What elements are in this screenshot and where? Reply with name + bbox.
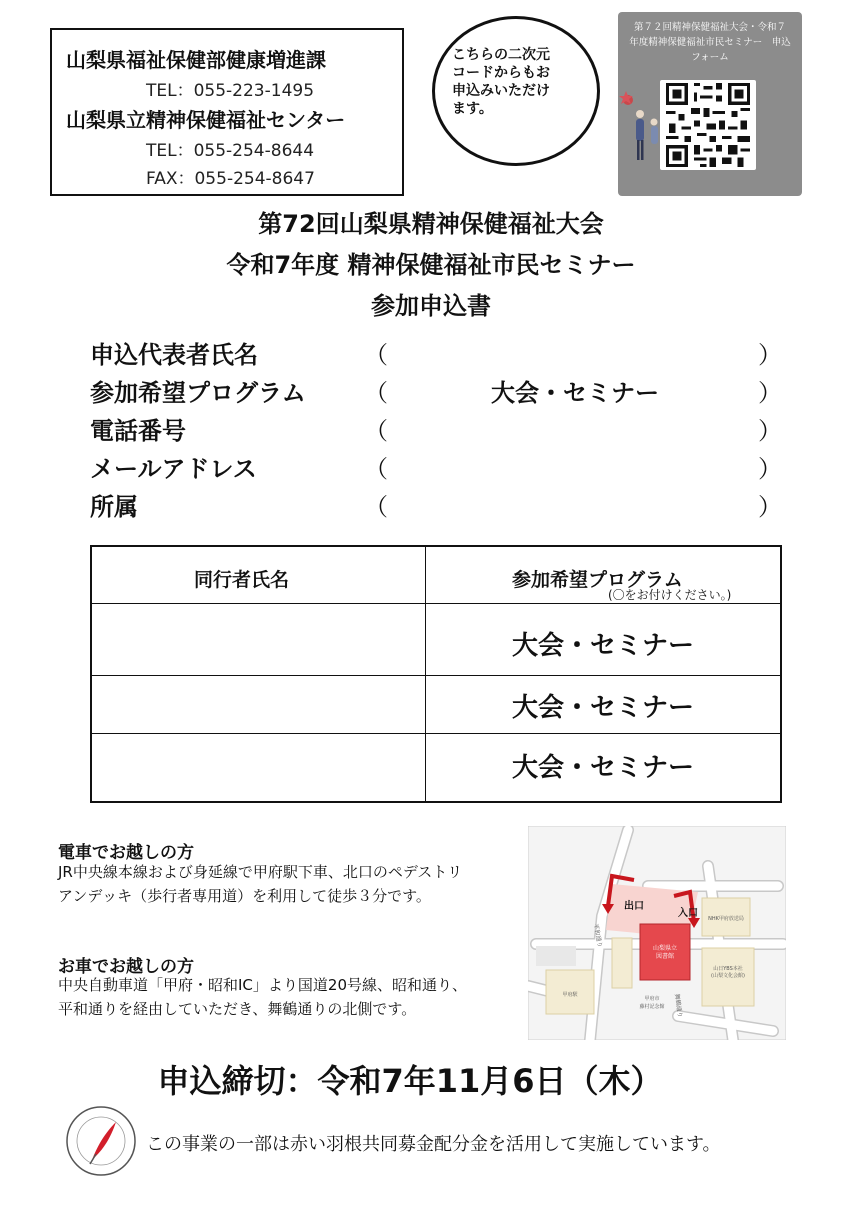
map-venue-label-2: 図書館	[655, 953, 675, 960]
close-paren: ）	[758, 379, 782, 407]
companion-table	[90, 545, 782, 803]
access-car-line: 中央自動車道「甲府・昭和IC」より国道20号線、昭和通り、	[58, 976, 467, 994]
title-seminar: 令和7年度 精神保健福祉市民セミナー	[226, 251, 636, 279]
bubble-line: こちらの二次元	[452, 47, 550, 63]
map-exit-label: 出口	[624, 901, 644, 912]
companion-name-cell[interactable]	[92, 734, 425, 801]
field-label-representative-name: 申込代表者氏名	[90, 341, 258, 369]
title-conference: 第72回山梨県精神保健福祉大会	[258, 210, 604, 238]
close-paren: ）	[758, 493, 782, 521]
access-train-text	[58, 860, 528, 908]
bubble-line: ます。	[452, 101, 493, 117]
close-paren: ）	[758, 417, 782, 445]
header-note: (〇をお付けください。)	[608, 588, 732, 602]
map-entrance-label: 入口	[678, 908, 698, 919]
speech-bubble-text	[452, 46, 592, 118]
field-label-program: 参加希望プログラム	[90, 379, 306, 407]
companion-program-cell[interactable]: 大会・セミナー	[511, 753, 694, 783]
map-building-label: (山梨文化会館)	[711, 973, 745, 979]
companion-program-cell[interactable]: 大会・セミナー	[511, 631, 694, 661]
access-car-title: お車でお越しの方	[58, 957, 194, 977]
contact-box	[50, 28, 404, 196]
title-application-form: 参加申込書	[371, 292, 491, 320]
bubble-line: コードからもお	[452, 65, 550, 81]
close-paren: ）	[758, 455, 782, 483]
bubble-line: 申込みいただけ	[452, 83, 550, 99]
map-road-label-east: 舞鶴通り	[673, 993, 684, 1019]
header-companion-name: 同行者氏名	[194, 569, 290, 591]
close-paren: ）	[758, 341, 782, 369]
qr-caption-line: 第７２回精神保健福祉大会・令和７	[633, 22, 786, 33]
map-building-label: 山日YBS本社	[713, 966, 743, 972]
open-paren: （	[364, 417, 388, 445]
companion-name-cell[interactable]	[92, 676, 425, 733]
people-illustration-icon	[618, 82, 662, 178]
field-label-affiliation: 所属	[90, 493, 138, 521]
map-building-label: 甲府駅	[562, 992, 578, 998]
qr-code-icon[interactable]	[660, 80, 756, 170]
red-feather-emblem-icon	[64, 1104, 138, 1178]
open-paren: （	[364, 379, 388, 407]
header-program: 参加希望プログラム	[512, 569, 683, 591]
access-train-title: 電車でお越しの方	[58, 843, 194, 863]
field-label-email: メールアドレス	[90, 455, 257, 483]
qr-caption-line: フォーム	[691, 52, 729, 63]
access-car-text	[58, 973, 528, 1021]
map-building-label: 藤村記念館	[639, 1004, 665, 1010]
program-choice-field[interactable]: 大会・セミナー	[491, 379, 659, 407]
contact-org-mental-health-center: 山梨県立精神保健福祉センター	[66, 108, 346, 132]
open-paren: （	[364, 455, 388, 483]
companion-program-cell[interactable]: 大会・セミナー	[511, 693, 694, 723]
qr-caption-line: 年度精神保健福祉市民セミナー 申込	[629, 37, 791, 48]
contact-tel-2: TEL：055-254-8644	[146, 141, 315, 161]
open-paren: （	[364, 341, 388, 369]
access-car-line: 平和通りを経由していただき、舞鶴通りの北側です。	[58, 1000, 417, 1018]
map-building-label: 甲府市	[644, 996, 660, 1002]
map-building-label: NHK甲府放送局	[708, 916, 744, 922]
venue-library-block	[640, 924, 690, 980]
contact-fax: FAX：055-254-8647	[146, 169, 315, 189]
qr-caption	[624, 20, 796, 65]
contact-tel-1: TEL：055-223-1495	[146, 81, 315, 101]
deadline: 申込締切：令和7年11月6日（木）	[157, 1062, 663, 1100]
contact-org-health-promotion: 山梨県福祉保健部健康増進課	[66, 48, 326, 72]
access-train-line: アンデッキ（歩行者専用道）を利用して徒歩３分です。	[58, 887, 431, 905]
map-road-label-west: 平和通り	[592, 923, 604, 948]
field-label-phone: 電話番号	[90, 417, 186, 445]
access-map	[528, 826, 786, 1040]
footer-funding-note: この事業の一部は赤い羽根共同募金配分金を活用して実施しています。	[146, 1134, 721, 1155]
map-venue-label-1: 山梨県立	[652, 945, 678, 952]
access-train-line: JR中央線本線および身延線で甲府駅下車、北口のペデストリ	[58, 863, 463, 881]
companion-name-cell[interactable]	[92, 604, 425, 675]
open-paren: （	[364, 493, 388, 521]
